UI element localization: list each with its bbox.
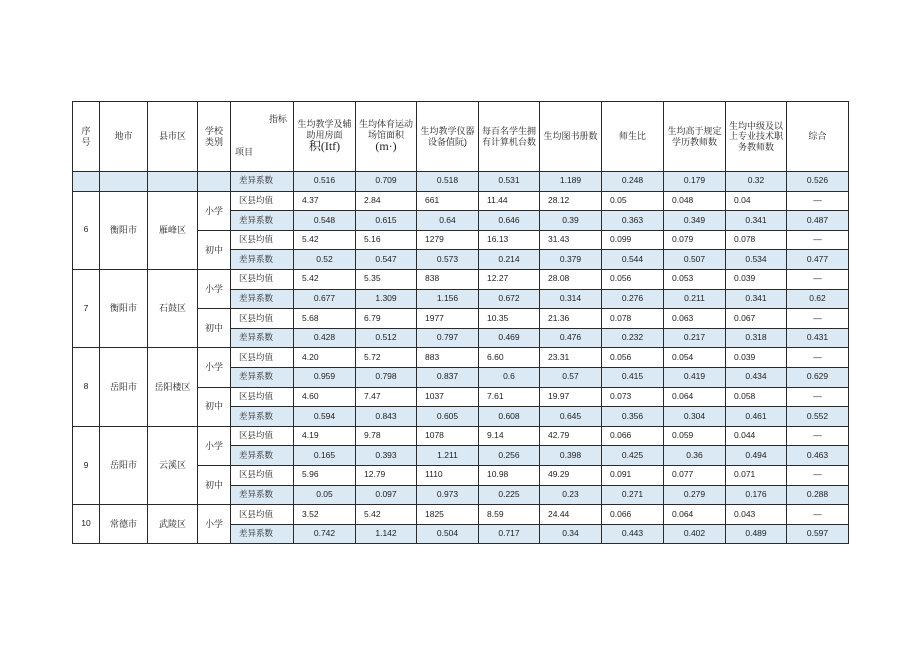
header-seq: 序 号 (73, 102, 100, 172)
data-table (72, 101, 849, 544)
table-cell: 8.59 (479, 505, 540, 525)
header-col5: 生均图书册数 (540, 102, 602, 172)
county-cell: 雁峰区 (148, 191, 198, 269)
table-cell: 0.489 (726, 524, 787, 544)
header-col4: 每百名学生拥有计算机台数 (479, 102, 540, 172)
header-school-type: 学校 类别 (198, 102, 231, 172)
header-col6: 师生比 (602, 102, 664, 172)
school-type-cell: 小学 (198, 348, 231, 387)
table-cell: 0.797 (417, 328, 479, 348)
table-cell: 661 (417, 191, 479, 211)
county-cell: 石鼓区 (148, 269, 198, 347)
table-cell: 0.477 (787, 250, 849, 270)
table-cell: 0.64 (417, 211, 479, 231)
table-cell: 0.516 (294, 172, 356, 192)
table-cell: 0.304 (664, 407, 726, 427)
empty-cell (73, 172, 100, 192)
header-row (73, 102, 849, 172)
table-cell: 6.60 (479, 348, 540, 368)
row-item-label: 区县均值 (231, 191, 294, 211)
row-item-label: 差异系数 (231, 172, 294, 192)
table-cell: — (787, 348, 849, 368)
table-row (73, 505, 849, 525)
school-type-cell: 小学 (198, 426, 231, 465)
table-cell: 0.534 (726, 250, 787, 270)
table-cell: 31.43 (540, 230, 602, 250)
row-item-label: 差异系数 (231, 211, 294, 231)
table-cell: 0.415 (602, 367, 664, 387)
table-cell: 0.419 (664, 367, 726, 387)
row-item-label: 差异系数 (231, 407, 294, 427)
table-cell: 0.066 (602, 505, 664, 525)
table-row (73, 426, 849, 446)
table-cell: 0.677 (294, 289, 356, 309)
table-cell: 0.341 (726, 289, 787, 309)
city-cell: 岳阳市 (100, 426, 148, 504)
table-cell: 5.96 (294, 465, 356, 485)
school-type-cell: 初中 (198, 230, 231, 269)
table-cell: 24.44 (540, 505, 602, 525)
table-cell: 1.189 (540, 172, 602, 192)
table-cell: 0.232 (602, 328, 664, 348)
table-cell: 1.142 (356, 524, 417, 544)
table-cell: 0.039 (726, 269, 787, 289)
table-cell: 0.518 (417, 172, 479, 192)
table-cell: 42.79 (540, 426, 602, 446)
table-cell: 0.217 (664, 328, 726, 348)
header-col1: 生均教学及辅助用房面 积(Itf) (294, 102, 356, 172)
table-cell: 49.29 (540, 465, 602, 485)
table-cell: 0.672 (479, 289, 540, 309)
table-cell: 0.32 (726, 172, 787, 192)
table-cell: 0.063 (664, 309, 726, 329)
table-cell: 0.056 (602, 348, 664, 368)
county-cell: 云溪区 (148, 426, 198, 504)
table-cell: 0.573 (417, 250, 479, 270)
table-cell: 0.507 (664, 250, 726, 270)
table-cell: 4.60 (294, 387, 356, 407)
school-type-cell: 初中 (198, 387, 231, 426)
row-item-label: 区县均值 (231, 465, 294, 485)
header-item: 项目 (235, 146, 254, 157)
table-cell: 0.248 (602, 172, 664, 192)
table-cell: — (787, 309, 849, 329)
table-cell: 0.23 (540, 485, 602, 505)
table-cell: — (787, 465, 849, 485)
table-cell: 0.393 (356, 446, 417, 466)
table-cell: — (787, 426, 849, 446)
table-cell: 0.476 (540, 328, 602, 348)
table-cell: 0.225 (479, 485, 540, 505)
table-cell: — (787, 269, 849, 289)
table-cell: 0.079 (664, 230, 726, 250)
table-cell: 1078 (417, 426, 479, 446)
row-item-label: 区县均值 (231, 387, 294, 407)
seq-cell: 10 (73, 505, 100, 544)
table-cell: 0.552 (787, 407, 849, 427)
table-cell: 0.165 (294, 446, 356, 466)
header-col7: 生均高于规定学历教师数 (664, 102, 726, 172)
table-cell: 5.42 (294, 269, 356, 289)
table-cell: 1279 (417, 230, 479, 250)
table-cell: 0.52 (294, 250, 356, 270)
table-cell: 0.469 (479, 328, 540, 348)
table-cell: 0.097 (356, 485, 417, 505)
row-item-label: 区县均值 (231, 348, 294, 368)
header-col2: 生均体育运动场馆面积 (m·) (356, 102, 417, 172)
table-cell: 4.19 (294, 426, 356, 446)
table-cell: 0.428 (294, 328, 356, 348)
table-cell: 0.62 (787, 289, 849, 309)
table-cell: 2.84 (356, 191, 417, 211)
table-cell: 0.487 (787, 211, 849, 231)
table-cell: 0.526 (787, 172, 849, 192)
table-cell: 0.214 (479, 250, 540, 270)
header-col9: 综合 (787, 102, 849, 172)
table-cell: 5.35 (356, 269, 417, 289)
table-cell: 7.47 (356, 387, 417, 407)
seq-cell: 9 (73, 426, 100, 504)
county-cell: 武陵区 (148, 505, 198, 544)
table-cell: 3.52 (294, 505, 356, 525)
table-cell: 10.98 (479, 465, 540, 485)
table-cell: 0.288 (787, 485, 849, 505)
table-cell: 9.14 (479, 426, 540, 446)
table-cell: 0.059 (664, 426, 726, 446)
table-cell: 0.709 (356, 172, 417, 192)
table-cell: 0.078 (726, 230, 787, 250)
table-cell: — (787, 387, 849, 407)
table-cell: 1.211 (417, 446, 479, 466)
city-cell: 衡阳市 (100, 191, 148, 269)
table-cell: 1.156 (417, 289, 479, 309)
table-cell: 0.077 (664, 465, 726, 485)
table-cell: 0.073 (602, 387, 664, 407)
table-cell: 5.72 (356, 348, 417, 368)
table-cell: 12.79 (356, 465, 417, 485)
school-type-cell: 小学 (198, 505, 231, 544)
table-cell: 21.36 (540, 309, 602, 329)
table-cell: 0.211 (664, 289, 726, 309)
table-cell: 0.544 (602, 250, 664, 270)
table-cell: 883 (417, 348, 479, 368)
table-cell: 0.39 (540, 211, 602, 231)
table-cell: 5.42 (356, 505, 417, 525)
table-cell: 0.504 (417, 524, 479, 544)
table-cell: 5.68 (294, 309, 356, 329)
table-cell: 0.547 (356, 250, 417, 270)
table-cell: 28.08 (540, 269, 602, 289)
table-cell: 0.256 (479, 446, 540, 466)
table-cell: 0.434 (726, 367, 787, 387)
table-cell: 0.629 (787, 367, 849, 387)
table-cell: 23.31 (540, 348, 602, 368)
table-row (73, 269, 849, 289)
table-cell: 838 (417, 269, 479, 289)
table-cell: 0.179 (664, 172, 726, 192)
table-cell: 1037 (417, 387, 479, 407)
row-item-label: 区县均值 (231, 309, 294, 329)
table-cell: 0.843 (356, 407, 417, 427)
row-item-label: 差异系数 (231, 485, 294, 505)
row-item-label: 差异系数 (231, 446, 294, 466)
table-cell: 0.463 (787, 446, 849, 466)
table-cell: 0.548 (294, 211, 356, 231)
row-item-label: 差异系数 (231, 367, 294, 387)
table-cell: 0.425 (602, 446, 664, 466)
row-item-label: 差异系数 (231, 250, 294, 270)
row-item-label: 区县均值 (231, 426, 294, 446)
table-cell: 0.608 (479, 407, 540, 427)
table-cell: 0.461 (726, 407, 787, 427)
table-cell: 0.398 (540, 446, 602, 466)
table-cell: — (787, 230, 849, 250)
school-type-cell: 初中 (198, 309, 231, 348)
table-cell: 0.078 (602, 309, 664, 329)
table-cell: 0.064 (664, 387, 726, 407)
table-row (73, 191, 849, 211)
table-cell: 11.44 (479, 191, 540, 211)
table-cell: 0.067 (726, 309, 787, 329)
table-row (73, 172, 849, 192)
table-cell: 0.717 (479, 524, 540, 544)
header-col3: 生均教学仪器设备值阮) (417, 102, 479, 172)
row-item-label: 区县均值 (231, 505, 294, 525)
table-cell: 0.048 (664, 191, 726, 211)
table-cell: 0.6 (479, 367, 540, 387)
table-cell: 0.044 (726, 426, 787, 446)
table-cell: 0.056 (602, 269, 664, 289)
table-cell: 0.34 (540, 524, 602, 544)
table-cell: 4.20 (294, 348, 356, 368)
header-county: 县市区 (148, 102, 198, 172)
table-cell: 0.054 (664, 348, 726, 368)
table-cell: 0.176 (726, 485, 787, 505)
table-cell: 0.279 (664, 485, 726, 505)
header-indicator: 指标 (268, 114, 287, 124)
header-diagonal (231, 102, 294, 172)
table-cell: 0.05 (602, 191, 664, 211)
table-cell: 0.431 (787, 328, 849, 348)
table-cell: 0.605 (417, 407, 479, 427)
table-cell: 0.099 (602, 230, 664, 250)
table-cell: 0.646 (479, 211, 540, 231)
school-type-cell: 小学 (198, 269, 231, 308)
table-cell: 0.512 (356, 328, 417, 348)
table-cell: 0.064 (664, 505, 726, 525)
table-cell: 0.973 (417, 485, 479, 505)
table-cell: 19.97 (540, 387, 602, 407)
table-cell: 0.379 (540, 250, 602, 270)
table-cell: 0.053 (664, 269, 726, 289)
table-cell: 0.356 (602, 407, 664, 427)
seq-cell: 8 (73, 348, 100, 426)
table-cell: — (787, 505, 849, 525)
table-cell: 0.066 (602, 426, 664, 446)
table-cell: 0.039 (726, 348, 787, 368)
table-cell: 0.043 (726, 505, 787, 525)
table-cell: 0.05 (294, 485, 356, 505)
table-cell: 0.363 (602, 211, 664, 231)
table-cell: 0.594 (294, 407, 356, 427)
empty-cell (148, 172, 198, 192)
table-cell: 1.309 (356, 289, 417, 309)
table-cell: 1825 (417, 505, 479, 525)
table-cell: 0.402 (664, 524, 726, 544)
table-cell: 1110 (417, 465, 479, 485)
table-cell: 0.645 (540, 407, 602, 427)
table-cell: 16.13 (479, 230, 540, 250)
table-cell: 7.61 (479, 387, 540, 407)
table-cell: 0.531 (479, 172, 540, 192)
table-cell: 5.42 (294, 230, 356, 250)
table-cell: 0.36 (664, 446, 726, 466)
table-cell: 0.837 (417, 367, 479, 387)
empty-cell (198, 172, 231, 192)
table-cell: 0.271 (602, 485, 664, 505)
table-cell: 0.341 (726, 211, 787, 231)
table-cell: 0.058 (726, 387, 787, 407)
school-type-cell: 初中 (198, 465, 231, 504)
table-cell: 0.318 (726, 328, 787, 348)
table-cell: 0.959 (294, 367, 356, 387)
county-cell: 岳阳楼区 (148, 348, 198, 426)
table-cell: 0.276 (602, 289, 664, 309)
empty-cell (100, 172, 148, 192)
table-cell: 28.12 (540, 191, 602, 211)
table-cell: 0.597 (787, 524, 849, 544)
seq-cell: 6 (73, 191, 100, 269)
table-cell: 0.071 (726, 465, 787, 485)
seq-cell: 7 (73, 269, 100, 347)
table-cell: 6.79 (356, 309, 417, 329)
row-item-label: 区县均值 (231, 230, 294, 250)
table-cell: 12.27 (479, 269, 540, 289)
table-row (73, 348, 849, 368)
city-cell: 常德市 (100, 505, 148, 544)
header-col8: 生均中级及以上专业技术职务教师数 (726, 102, 787, 172)
table-cell: 0.443 (602, 524, 664, 544)
table-cell: 0.349 (664, 211, 726, 231)
table-cell: 0.04 (726, 191, 787, 211)
header-city: 地市 (100, 102, 148, 172)
table-cell: 0.742 (294, 524, 356, 544)
table-cell: 0.615 (356, 211, 417, 231)
table-cell: 9.78 (356, 426, 417, 446)
table-cell: 10.35 (479, 309, 540, 329)
table-cell: 0.798 (356, 367, 417, 387)
table-cell: 0.314 (540, 289, 602, 309)
table-cell: 4.37 (294, 191, 356, 211)
city-cell: 衡阳市 (100, 269, 148, 347)
table-cell: — (787, 191, 849, 211)
table-cell: 0.57 (540, 367, 602, 387)
row-item-label: 差异系数 (231, 524, 294, 544)
school-type-cell: 小学 (198, 191, 231, 230)
row-item-label: 区县均值 (231, 269, 294, 289)
row-item-label: 差异系数 (231, 328, 294, 348)
table-cell: 0.494 (726, 446, 787, 466)
table-cell: 1977 (417, 309, 479, 329)
city-cell: 岳阳市 (100, 348, 148, 426)
row-item-label: 差异系数 (231, 289, 294, 309)
table-cell: 5.16 (356, 230, 417, 250)
table-cell: 0.091 (602, 465, 664, 485)
